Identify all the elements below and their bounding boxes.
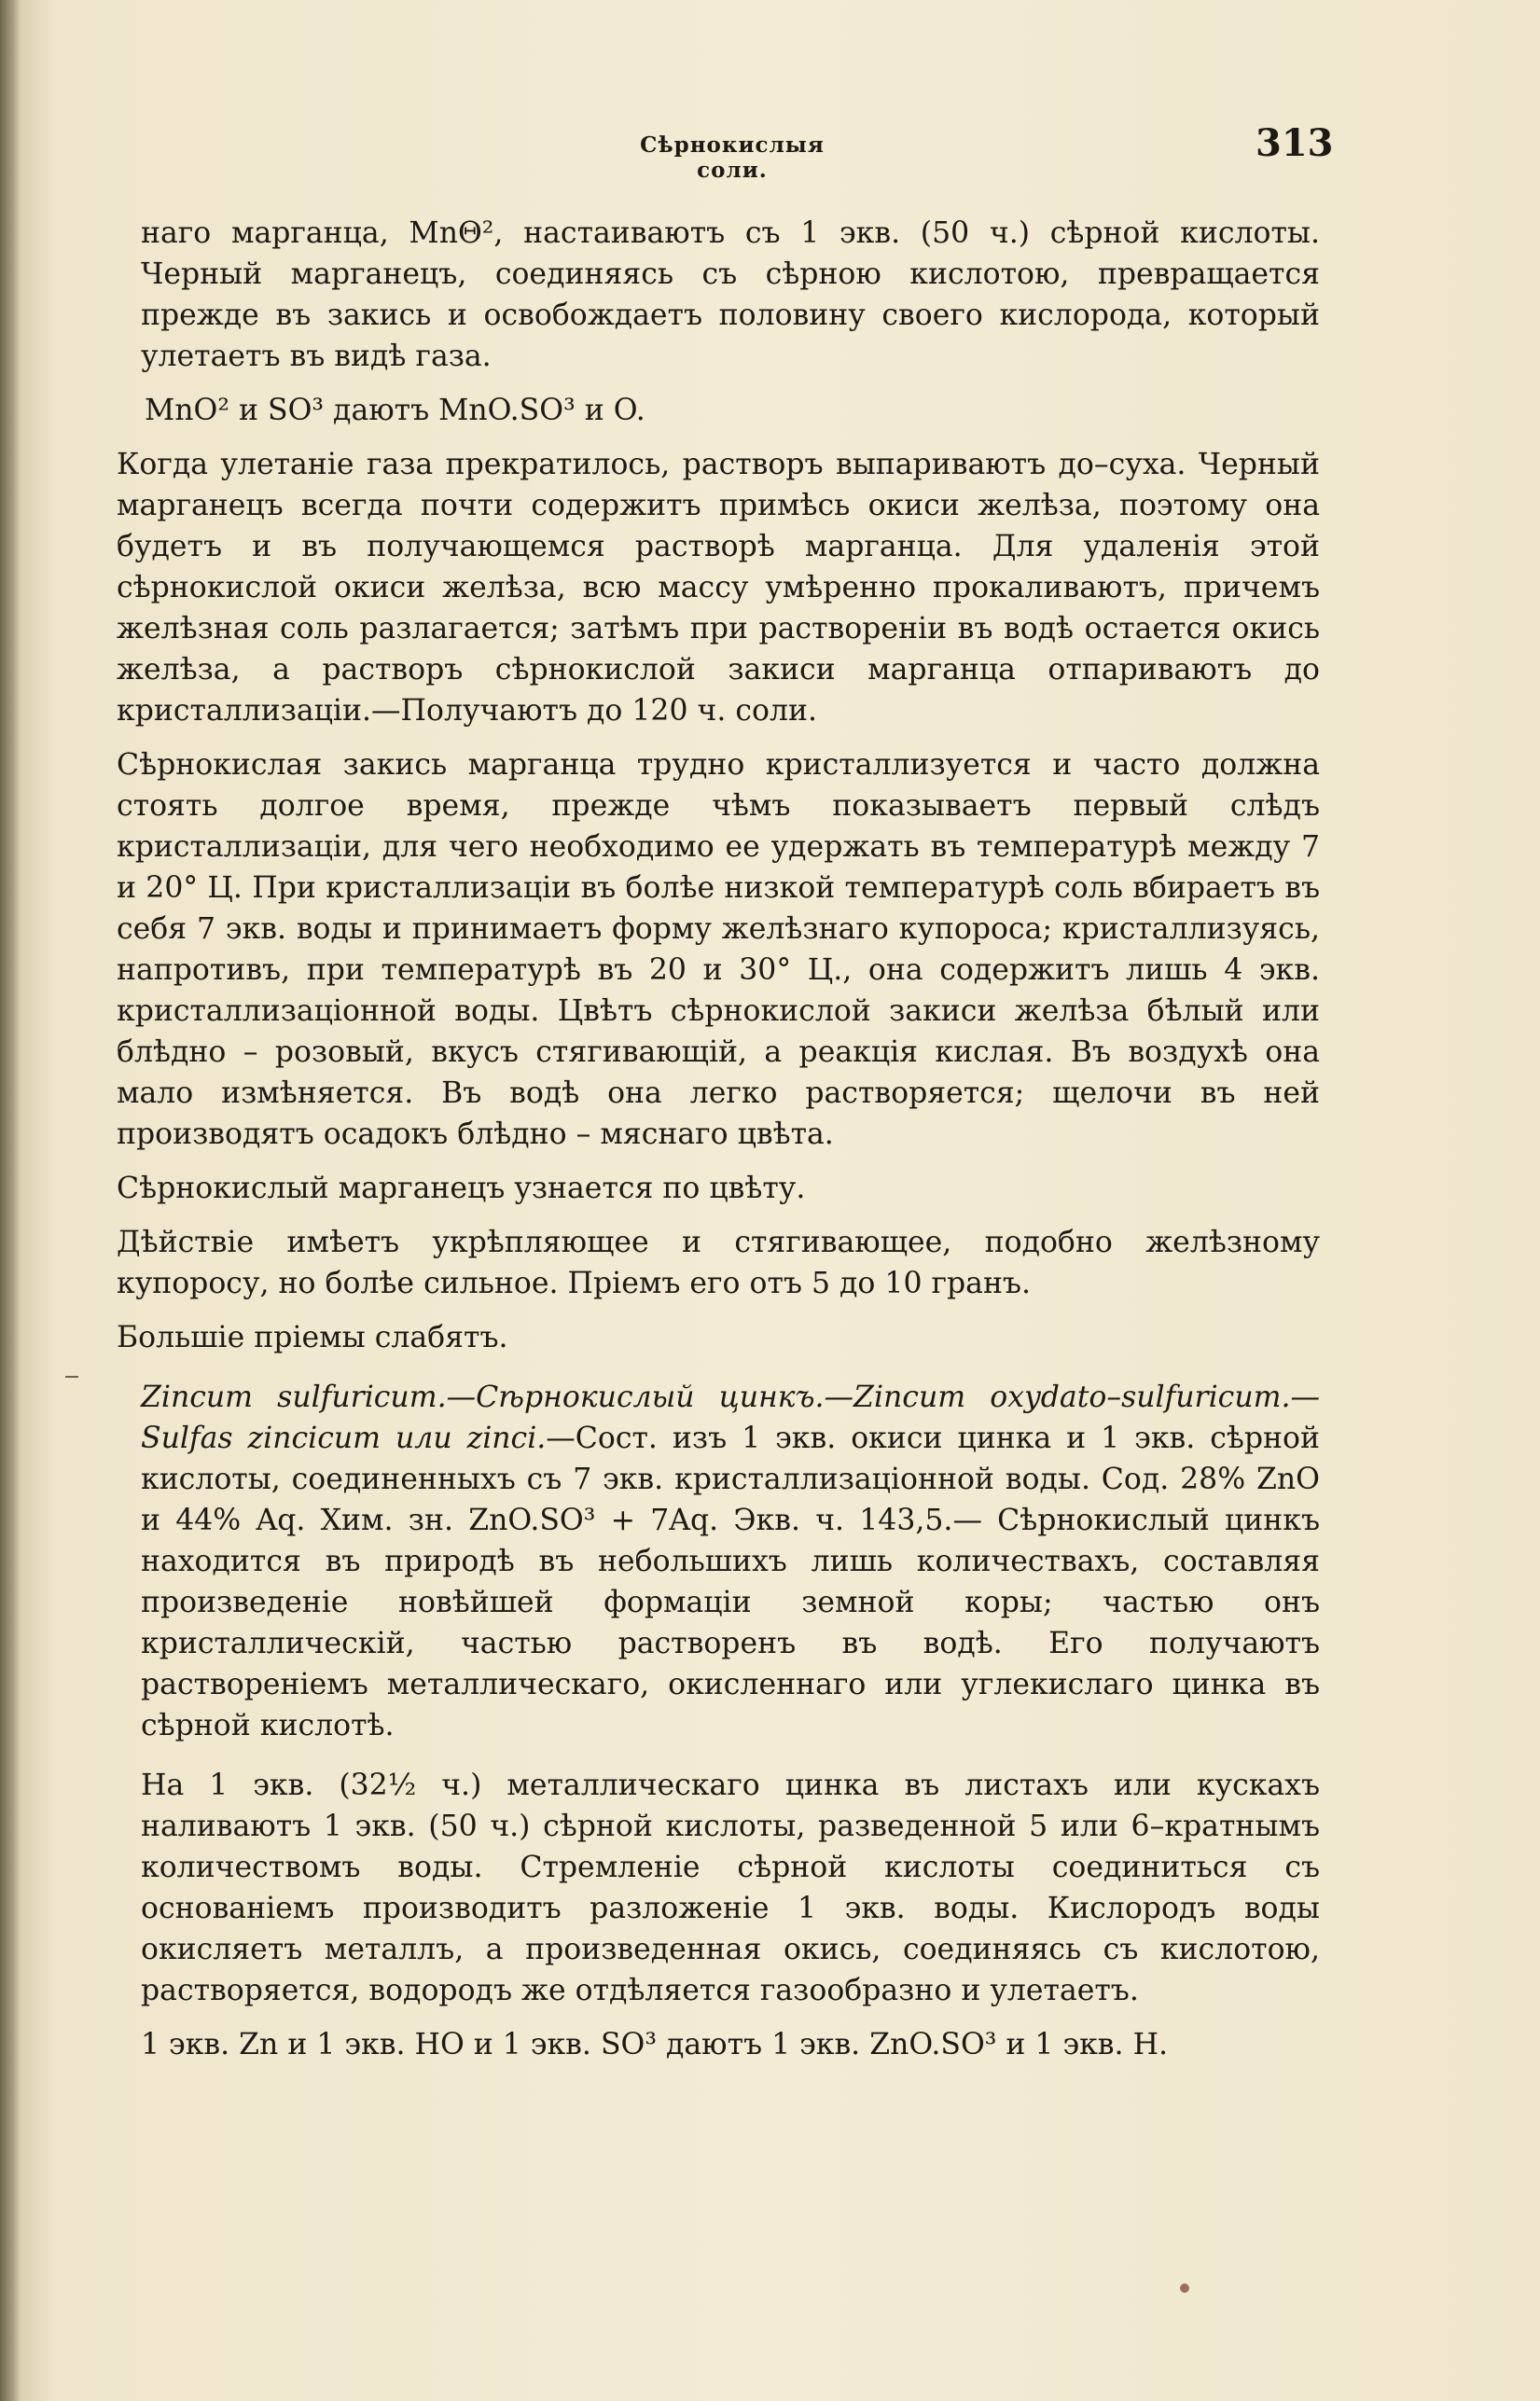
paragraph: Дѣйствіе имѣетъ укрѣпляющее и стягивающее, подобно желѣзному купоросу, но болѣе сильное. Пріемъ его отъ 5 до 10 гранъ.	[117, 1226, 1320, 1300]
entry-text: —Сост. изъ 1 экв. окиси цинка и 1 экв. сѣрной кислоты, соединенныхъ съ 7 экв. кристаллизаціонной воды. Сод. 28% ZnO и 44% Aq. Хим. зн. ZnO.SO³ + 7Aq. Экв. ч. 143,5.— Сѣрнокислый цинкъ находится въ природѣ въ небольшихъ лишь количествахъ, составляя произведеніе новѣйшей формаціи земной коры; частью онъ кристаллическій, частью растворенъ въ водѣ. Его получаютъ раствореніемъ металлическаго, окисленнаго или углекислаго цинка въ сѣрной кислотѣ.	[141, 1422, 1320, 1742]
margin-mark	[65, 1376, 78, 1378]
page-body	[117, 213, 1320, 2065]
formula-line: MnO² и SO³ даютъ MnO.SO³ и O.	[145, 394, 645, 427]
page-number: 313	[1256, 121, 1334, 165]
entry-title: Zincum sulfuricum.—Сѣрнокислый цинкъ.—Zincum oxydato–sulfuricum.—Sulfas zincicum или zinci.	[141, 1381, 1320, 1455]
paragraph	[117, 1377, 1320, 1746]
paragraph: наго марганца, MnΘ², настаиваютъ съ 1 экв. (50 ч.) сѣрной кислоты. Черный марганецъ, соединяясь съ сѣрною кислотою, превращается прежде въ закись и освобождаетъ половину своего кислорода, который улетаетъ въ видѣ газа.	[141, 216, 1320, 373]
binding-gutter	[0, 0, 21, 2401]
running-title: Сѣрнокислыя соли.	[640, 132, 825, 183]
paragraph: Сѣрнокислая закись марганца трудно кристаллизуется и часто должна стоять долгое время, прежде чѣмъ показываетъ первый слѣдъ кристаллизаціи, для чего необходимо ее удержать въ температурѣ между 7 и 20° Ц. При кристаллизаціи въ болѣе низкой температурѣ соль вбираетъ въ себя 7 экв. воды и принимаетъ форму желѣзнаго купороса; кристаллизуясь, напротивъ, при температурѣ въ 20 и 30° Ц., она содержитъ лишь 4 экв. кристаллизаціонной воды. Цвѣтъ сѣрнокислой закиси желѣза бѣлый или блѣдно – розовый, вкусъ стягивающій, а реакція кислая. Въ воздухѣ она мало измѣняется. Въ водѣ она легко растворяется; щелочи въ ней производятъ осадокъ блѣдно – мяснаго цвѣта.	[117, 748, 1320, 1151]
formula-line: 1 экв. Zn и 1 экв. HO и 1 экв. SO³ даютъ 1 экв. ZnO.SO³ и 1 экв. H.	[141, 2028, 1169, 2061]
ink-spot	[1180, 2283, 1189, 2293]
paragraph: Большіе пріемы слабятъ.	[117, 1321, 508, 1354]
paragraph: Сѣрнокислый марганецъ узнается по цвѣту.	[117, 1172, 806, 1205]
paragraph: На 1 экв. (32½ ч.) металлическаго цинка въ листахъ или кускахъ наливаютъ 1 экв. (50 ч.) сѣрной кислоты, разведенной 5 или 6–кратнымъ количествомъ воды. Стремленіе сѣрной кислоты соединиться съ основаніемъ производитъ разложеніе 1 экв. воды. Кислородъ воды окисляетъ металлъ, а произведенная окись, соединяясь съ кислотою, растворяется, водородъ же отдѣляется газообразно и улетаетъ.	[141, 1769, 1320, 2007]
paragraph: Когда улетаніе газа прекратилось, растворъ выпариваютъ до–суха. Черный марганецъ всегда почти содержитъ примѣсь окиси желѣза, поэтому она будетъ и въ получающемся растворѣ марганца. Для удаленія этой сѣрнокислой окиси желѣза, всю массу умѣренно прокаливаютъ, причемъ желѣзная соль разлагается; затѣмъ при раствореніи въ водѣ остается окись желѣза, а растворъ сѣрнокислой закиси марганца отпариваютъ до кристаллизаціи.—Получаютъ до 120 ч. соли.	[117, 448, 1320, 728]
